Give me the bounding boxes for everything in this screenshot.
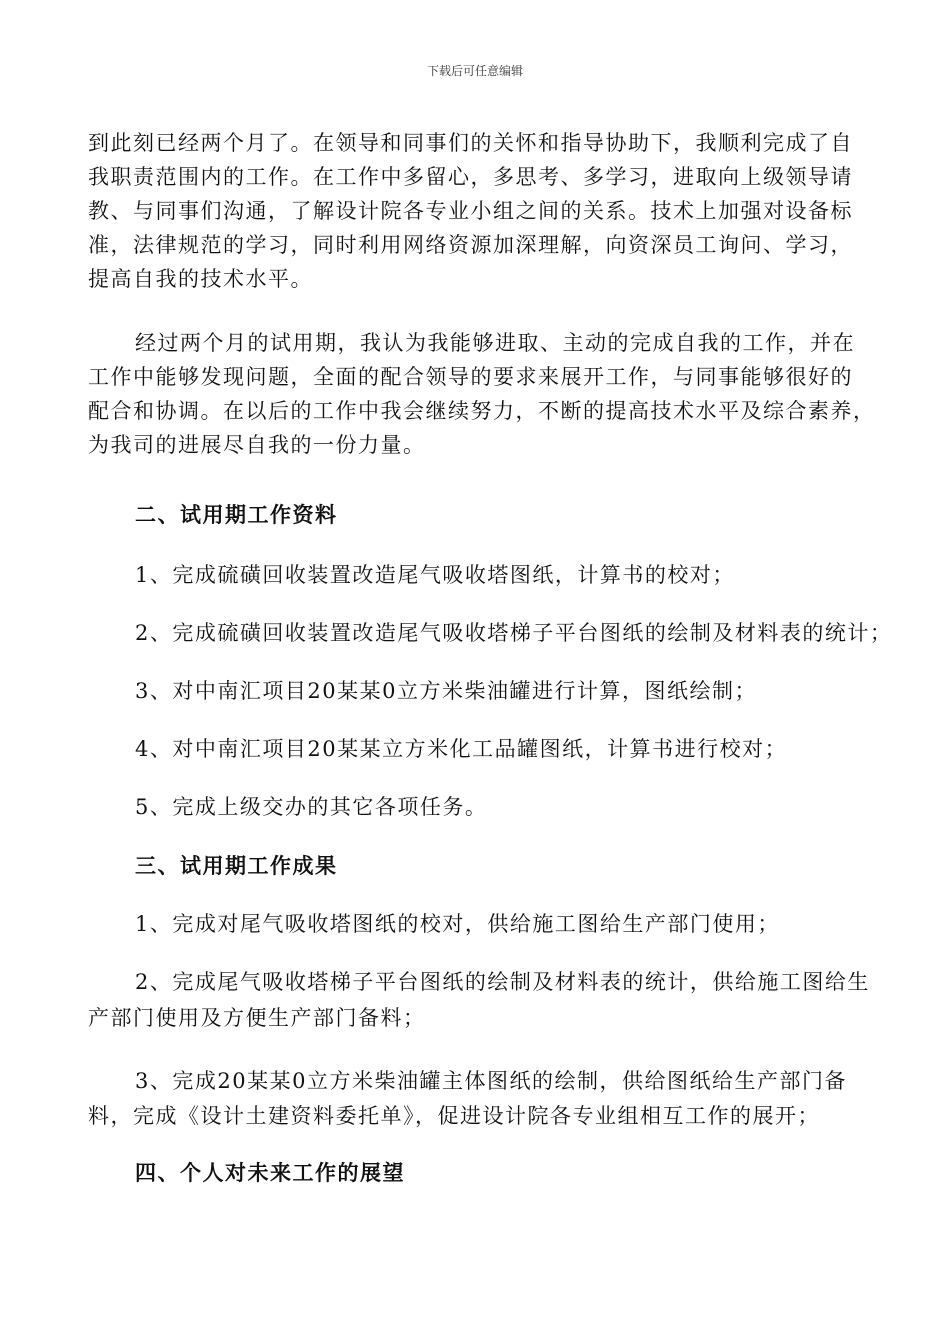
section-heading: 二、试用期工作资料 <box>135 502 338 527</box>
list-item: 5、完成上级交办的其它各项任务。 <box>135 795 488 819</box>
paragraph-line: 我职责范围内的工作。在工作中多留心，多思考、多学习，进取向上级领导请 <box>88 165 853 189</box>
paragraph-line: 工作中能够发现问题，全面的配合领导的要求来展开工作，与同事能够很好的 <box>88 365 853 389</box>
list-item: 1、完成硫磺回收装置改造尾气吸收塔图纸，计算书的校对； <box>135 563 735 587</box>
page-header: 下载后可任意编辑 <box>426 64 523 78</box>
paragraph-line: 提高自我的技术水平。 <box>88 267 313 291</box>
list-item: 3、对中南汇项目20某某0立方米柴油罐进行计算，图纸绘制； <box>135 679 757 703</box>
paragraph-line: 为我司的进展尽自我的一份力量。 <box>88 433 426 457</box>
list-item: 2、完成尾气吸收塔梯子平台图纸的绘制及材料表的统计，供给施工图给生 <box>135 970 870 994</box>
paragraph-line: 配合和协调。在以后的工作中我会继续努力，不断的提高技术水平及综合素养， <box>88 399 876 423</box>
section-heading: 四、个人对未来工作的展望 <box>135 1160 405 1185</box>
paragraph-line: 经过两个月的试用期，我认为我能够进取、主动的完成自我的工作，并在 <box>135 331 855 355</box>
paragraph-line: 教、与同事们沟通，了解设计院各专业小组之间的关系。技术上加强对设备标 <box>88 199 853 223</box>
section-heading: 三、试用期工作成果 <box>135 853 338 878</box>
paragraph-line: 准，法律规范的学习，同时利用网络资源加深理解，向资深员工询问、学习， <box>88 233 853 257</box>
list-item: 1、完成对尾气吸收塔图纸的校对，供给施工图给生产部门使用； <box>135 912 780 936</box>
list-item: 2、完成硫磺回收装置改造尾气吸收塔梯子平台图纸的绘制及材料表的统计； <box>135 621 893 645</box>
paragraph-line: 产部门使用及方便生产部门备料； <box>88 1006 426 1030</box>
paragraph-line: 到此刻已经两个月了。在领导和同事们的关怀和指导协助下，我顺利完成了自 <box>88 131 853 155</box>
list-item: 3、完成20某某0立方米柴油罐主体图纸的绘制，供给图纸给生产部门备 <box>135 1069 847 1093</box>
paragraph-line: 料，完成《设计土建资料委托单》，促进设计院各专业组相互工作的展开； <box>88 1104 820 1128</box>
list-item: 4、对中南汇项目20某某立方米化工品罐图纸，计算书进行校对； <box>135 737 788 761</box>
